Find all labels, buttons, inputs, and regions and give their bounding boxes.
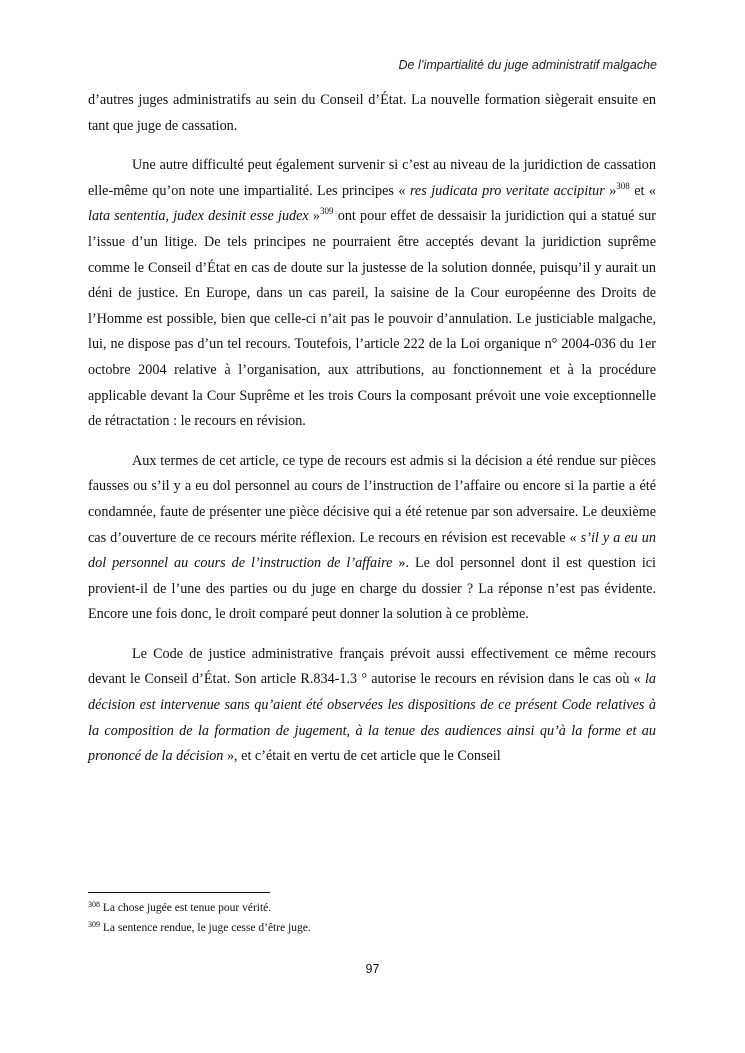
- quoted-article-text: s’il y a eu un dol personnel au cours de l’instruction de l’affaire: [88, 529, 656, 572]
- paragraph-1: [88, 88, 656, 139]
- footnote-ref-308[interactable]: 308: [616, 180, 630, 191]
- footnote-ref-309[interactable]: 309: [320, 206, 334, 217]
- body-text: [88, 88, 656, 770]
- footnotes: [88, 898, 656, 938]
- footnote-number: 309: [88, 920, 100, 929]
- running-header: De l’impartialité du juge administratif malgache: [398, 58, 657, 72]
- paragraph-4: [88, 642, 656, 770]
- paragraph-2-text-d: »: [308, 208, 321, 225]
- paragraph-2-text-a: Une autre difficulté peut également survenir si c’est au niveau de la juridiction de cassation elle-même qu’on note une impartialité. Les principes «: [88, 157, 656, 199]
- paragraph-3: [88, 449, 656, 628]
- paragraph-1-text: d’autres juges administratifs au sein du Conseil d’État. La nouvelle formation siègerait ensuite en tant que juge de cassation.: [88, 92, 656, 134]
- footnote-number: 308: [88, 900, 100, 909]
- page-number: 97: [365, 962, 380, 976]
- paragraph-3-text-a: Aux termes de cet article, ce type de recours est admis si la décision a été rendue sur pièces fausses ou s’il y a eu dol personnel au cours de l’instruction de l’affaire ou encore si la partie a été condamnée, faute de présenter une pièce décisive qui a été retenue par son adversaire. Le deuxième cas d’ouverture de ce recours mérite réflexion. Le recours en révision est recevable «: [88, 452, 656, 546]
- paragraph-2-text-c: et «: [629, 182, 657, 199]
- paragraph-4-text-a: Le Code de justice administrative français prévoit aussi effectivement ce même recours devant le Conseil d’État. Son article R.834-1.3 ° autorise le recours en révision dans le cas où «: [88, 645, 656, 688]
- footnote-text: La sentence rendue, le juge cesse d’être juge.: [100, 922, 311, 934]
- quoted-code-text: la décision est intervenue sans qu’aient été observées les dispositions de ce présent Code relatives à la composition de la formation de jugement, à la tenue des audiences ainsi qu’à la forme et au prononcé de la décision: [88, 671, 656, 765]
- footnote-308: [88, 898, 656, 918]
- footnote-separator: [88, 892, 270, 893]
- paragraph-2-text-b: »: [604, 182, 617, 199]
- footnote-309: [88, 918, 656, 938]
- latin-maxim-1: res judicata pro veritate accipitur: [409, 182, 605, 199]
- paragraph-2-text-e: ont pour effet de dessaisir la juridiction qui a statué sur l’issue d’un litige. De tels principes ne pourraient être acceptés devant la juridiction suprême comme le Conseil d’État en cas de doute sur la justesse de la solution donnée, puisqu’il y aurait un déni de justice. En Europe, dans un cas pareil, la saisine de la Cour européenne des Droits de l’Homme est possible, bien que celle-ci n’ait pas le pouvoir d’annulation. Le justiciable malgache, lui, ne dispose pas d’un tel recours. Toutefois, l’article 222 de la Loi organique n° 2004-036 du 1er octobre 2004 relative à l’organisation, aux attributions, au fonctionnement et à la procédure applicable devant la Cour Suprême et les trois Cours la composant prévoit une voie exceptionnelle de rétractation : le recours en révision.: [88, 208, 656, 430]
- footnote-text: La chose jugée est tenue pour vérité.: [100, 902, 272, 914]
- paragraph-2: [88, 153, 656, 435]
- latin-maxim-2: lata sententia, judex desinit esse judex: [88, 208, 309, 225]
- paragraph-3-text-b: ». Le dol personnel dont il est question ici provient-il de l’une des parties ou du juge en charge du dossier ? La réponse n’est pas évidente. Encore une fois donc, le droit comparé peut donner la solution à ce problème.: [88, 555, 657, 623]
- paragraph-4-text-b: », et c’était en vertu de cet article que le Conseil: [223, 748, 501, 765]
